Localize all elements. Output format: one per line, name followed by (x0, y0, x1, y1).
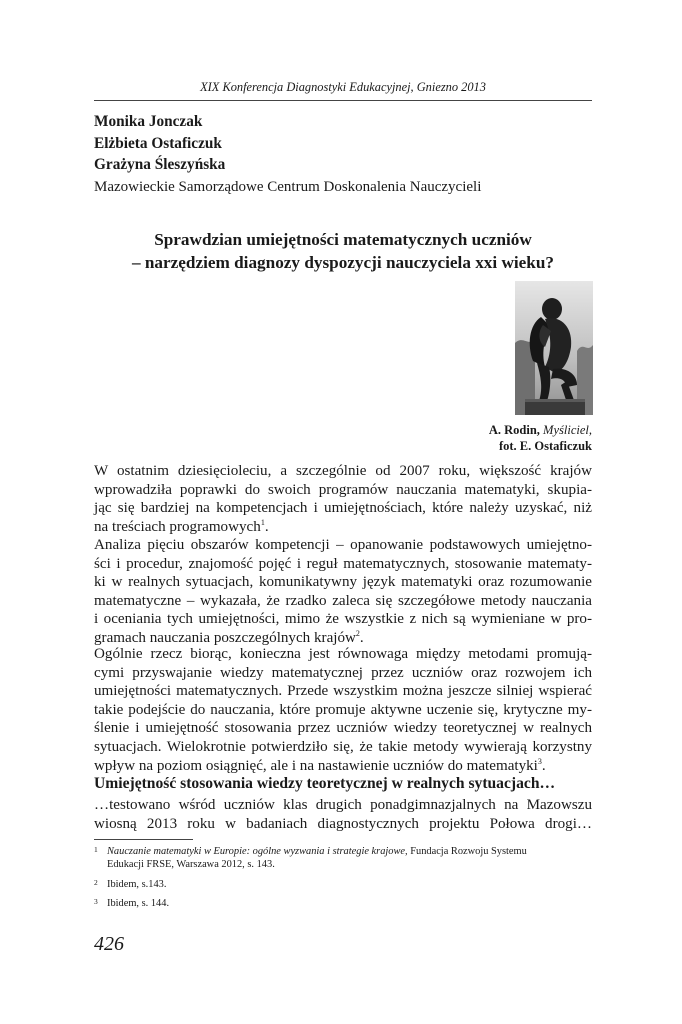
footnote-cited-title: Nauczanie matematyki w Europie: ogólne wyzwania i strategie krajowe, (107, 846, 408, 857)
footnote-text-line2: Edukacji FRSE, Warszawa 2012, s. 143. (107, 859, 275, 871)
paragraph-line: Analiza pięciu obszarów kompetencji – opanowanie podstawowych umiejętno- (94, 537, 592, 553)
author-name: Elżbieta Ostaficzuk (94, 134, 222, 152)
article-title (94, 229, 592, 274)
footnote-number: 3 (94, 897, 98, 906)
caption-line (340, 422, 592, 438)
line-text: wpływ na poziom osiągnięć, ale i na nastawienie uczniów do matematyki (94, 757, 538, 774)
paragraph-line: ści i procedur, znajomość pojęć i reguł matematycznych, stosowanie matematy- (94, 555, 592, 572)
body-paragraph (94, 645, 592, 775)
caption-photo-credit: fot. E. Ostaficzuk (498, 439, 592, 453)
paragraph-line: matematyczne – wykazała, że rzadko zaleca się szczegółowe metody nauczania (94, 592, 592, 609)
paragraph-line: umiejętności matematycznych. Przede wszystkim można jeszcze silniej wspierać (94, 683, 592, 700)
line-tail: . (541, 757, 546, 774)
caption-author: A. Rodin, (488, 423, 540, 437)
body-paragraph (94, 536, 592, 648)
paragraph-line: takie podejście do nauczania, które promuje aktywne uczenie się, krytyczne my- (94, 701, 592, 718)
paragraph-line: sytuacjach. Wielokrotnie potwierdziło się, że takie metody wywierają korzystny (94, 738, 592, 755)
page-number: 426 (94, 933, 124, 955)
line-text: na treściach programowych (94, 518, 261, 535)
footnote (94, 845, 592, 872)
author-institution: Mazowieckie Samorządowe Centrum Doskonalenia Nauczycieli (94, 178, 482, 195)
footnote-separator (94, 839, 193, 840)
section-intro (94, 796, 592, 833)
footnote-text: Ibidem, s. 144. (107, 898, 170, 909)
photo-illustration (515, 281, 593, 415)
caption-title: Myśliciel, (543, 423, 592, 437)
line-text: gramach nauczania poszczególnych krajów (94, 629, 356, 646)
footnote-publisher: Fundacja Rozwoju Systemu (407, 846, 527, 857)
paragraph-line: cymi przyswajanie wiedzy matematycznej przez uczniów oraz rozwojem ich (94, 664, 592, 681)
footnote-text: Ibidem, s.143. (107, 879, 167, 890)
paragraph-last-line (94, 518, 592, 537)
footnote-ref[interactable]: 2 (355, 628, 360, 638)
author-name: Monika Jonczak (94, 113, 203, 130)
author-block (94, 111, 592, 198)
section-heading: Umiejętność stosowania wiedzy teoretycznej w realnych sytuacjach… (94, 775, 556, 792)
title-line: Sprawdzian umiejętności matematycznych uczniów (154, 230, 532, 249)
title-line: – narzędziem diagnozy dyspozycji nauczyciela xxi wieku? (131, 252, 555, 272)
line-tail: . (359, 629, 364, 646)
paragraph-last-line (94, 757, 592, 776)
paragraph-line: wiosną 2013 roku w badaniach diagnostycznych projektu Połowa drogi… (94, 815, 592, 832)
paragraph-line: ki w realnych sytuacjach, komunikatywny język matematyki oraz rozumowanie (94, 574, 592, 591)
footnote-number: 1 (94, 845, 98, 854)
paragraph-line: i oceniania tych umiejętności, mimo że wszystkie z nich są wymieniane w pro- (94, 611, 592, 628)
body-paragraph (94, 462, 592, 536)
running-header: XIX Konferencja Diagnostyki Edukacyjnej, Gniezno 2013 (200, 80, 486, 94)
footnote (94, 897, 592, 910)
paragraph-line: …testowano wśród uczniów klas drugich ponadgimnazjalnych na Mazowszu (94, 797, 592, 813)
header-rule (94, 100, 592, 101)
paragraph-line: wprowadziła poprawki do swoich programów nauczania matematyki, skupia- (94, 481, 592, 498)
thinker-sculpture-photo (515, 281, 593, 415)
paragraph-line: Ogólnie rzecz biorąc, konieczna jest równowaga między metodami promują- (94, 646, 592, 662)
author-name: Grażyna Śleszyńska (94, 156, 226, 173)
line-tail: . (264, 518, 269, 535)
paragraph-line: W ostatnim dziesięcioleciu, a szczególnie od 2007 roku, większość krajów (94, 463, 592, 479)
footnote-ref[interactable]: 1 (260, 517, 265, 527)
footnote-text (107, 845, 592, 858)
paragraph-line: ślenie i umiejętność stosowania przez uczniów wiedzy teoretycznej w realnych (94, 720, 592, 737)
footnote (94, 878, 592, 891)
footnote-number: 2 (94, 878, 98, 887)
figure-caption (340, 422, 592, 454)
footnote-ref[interactable]: 3 (537, 756, 542, 766)
paragraph-line: jąc się bardziej na kompetencjach i umiejętnościach, które należy uzyskać, niż (94, 500, 592, 517)
